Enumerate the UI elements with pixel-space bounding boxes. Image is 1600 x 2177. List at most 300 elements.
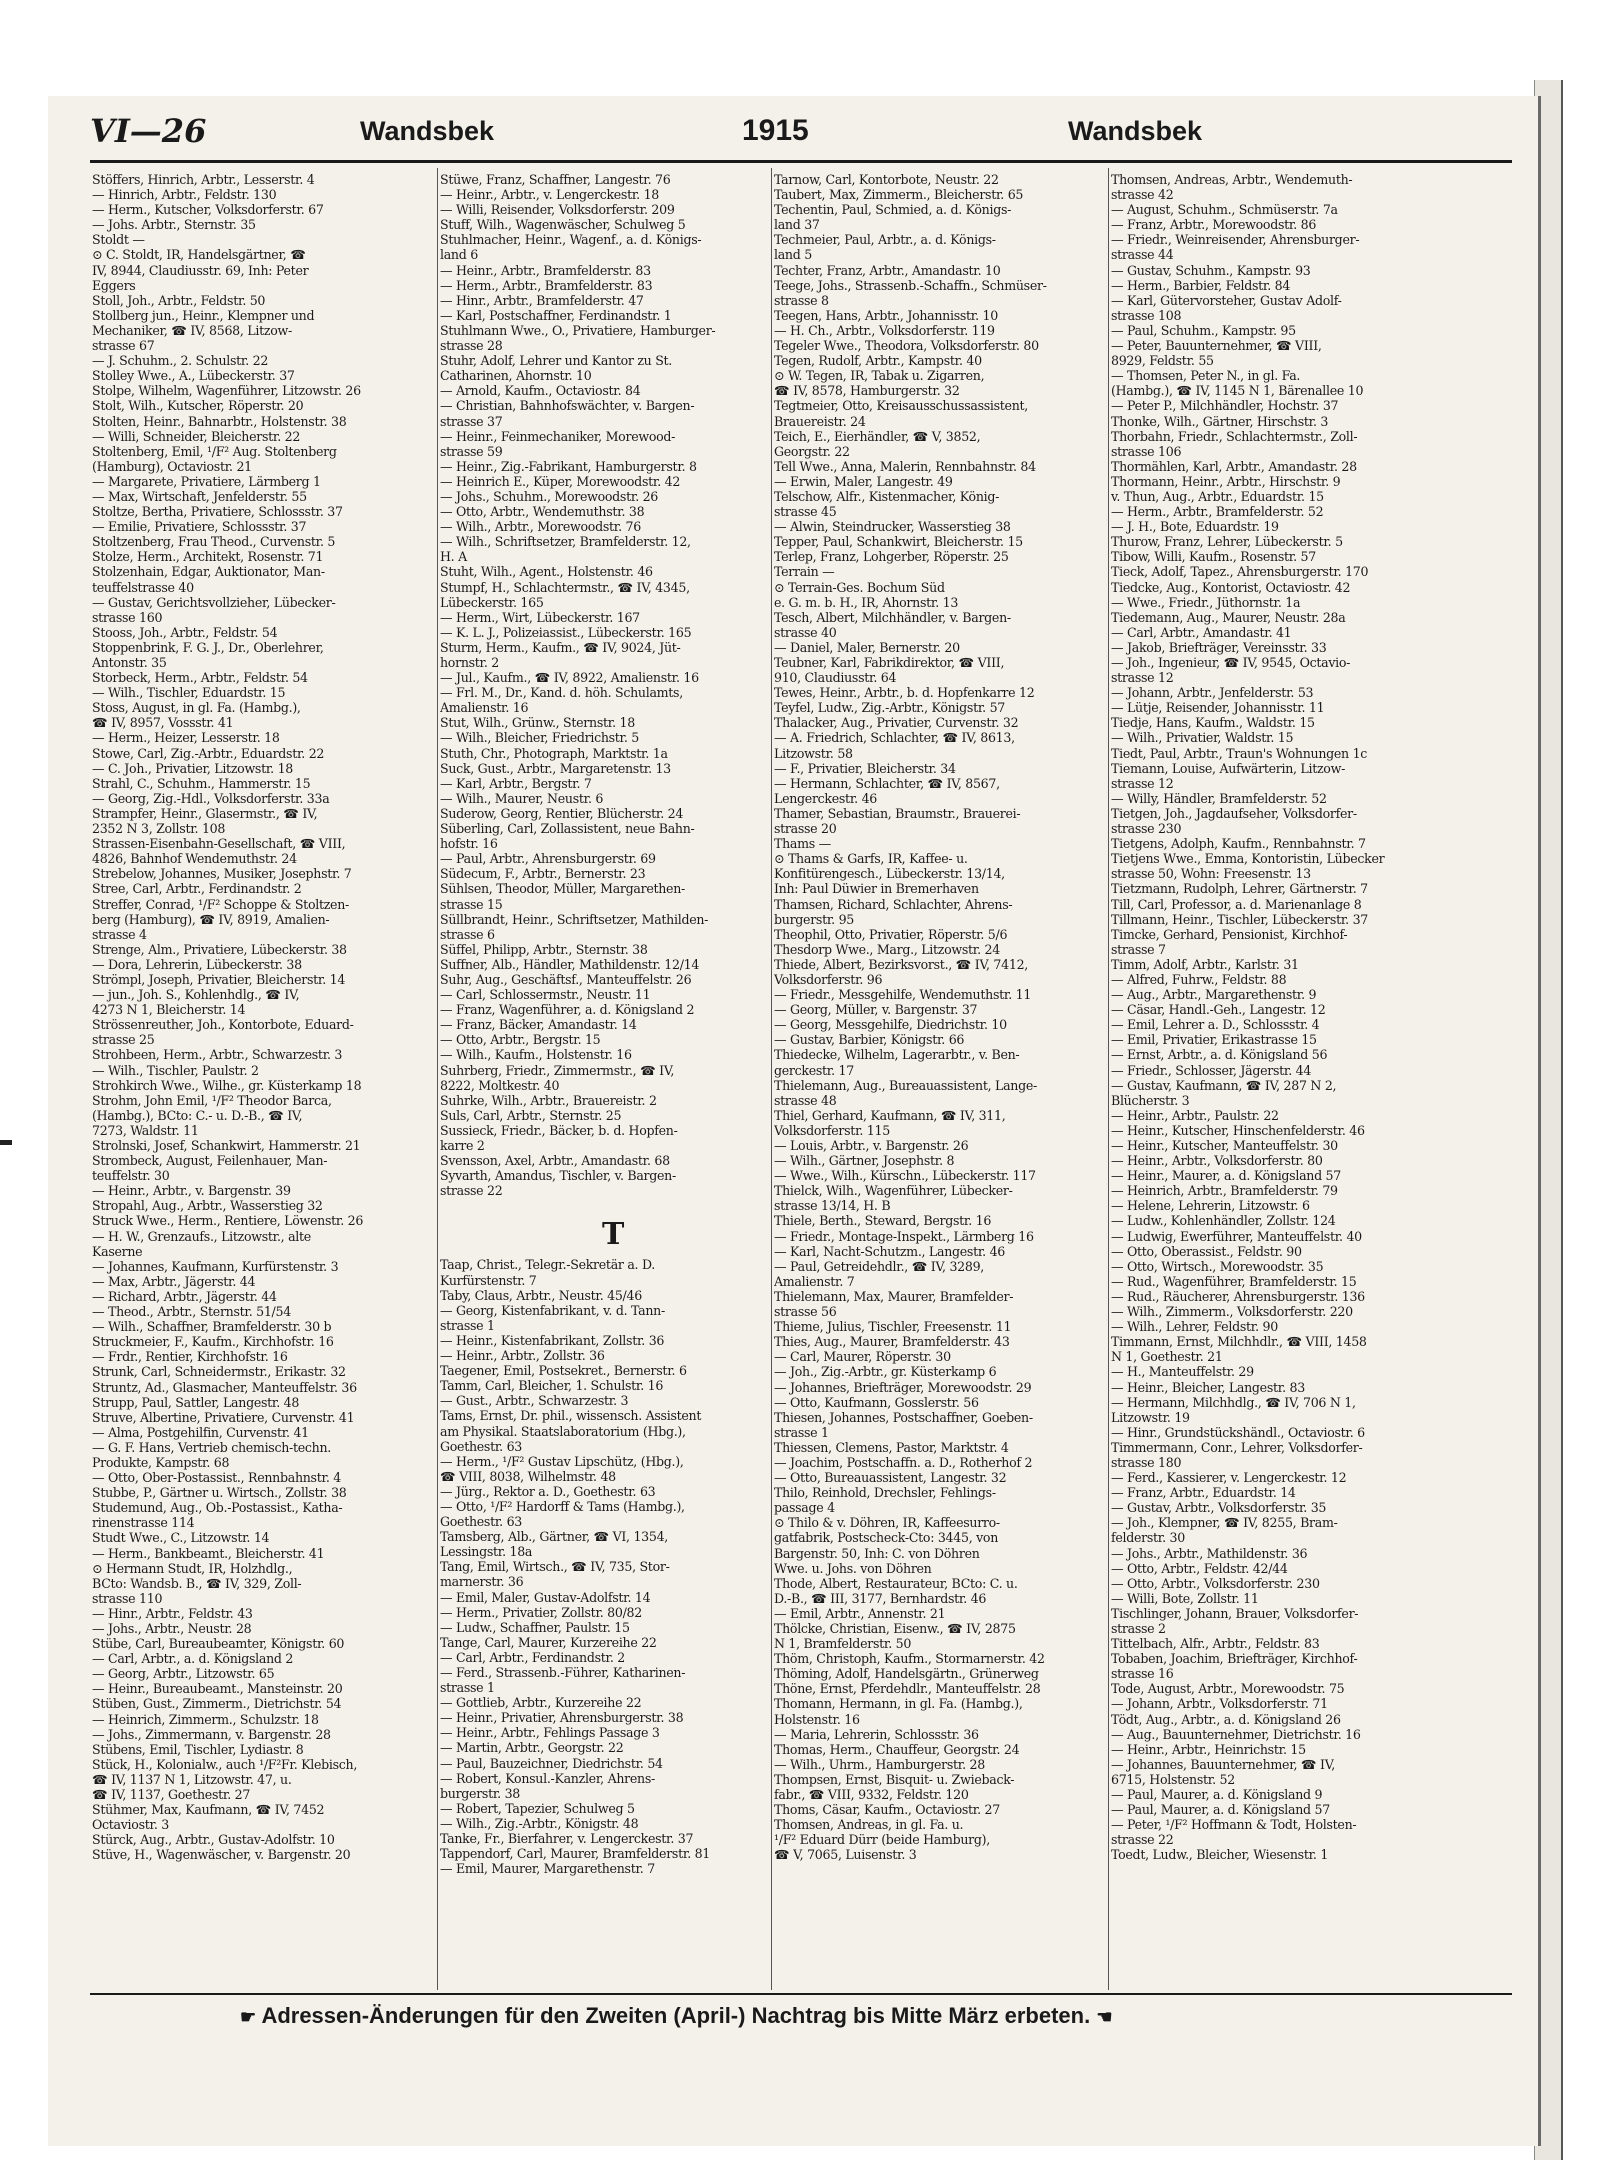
directory-entry-line: Tanke, Fr., Bierfahrer, v. Lengerckestr. 37 (440, 1831, 694, 1847)
directory-entry-line: — Alfred, Fuhrw., Feldstr. 88 (1111, 971, 1287, 987)
directory-entry-line: Strössenreuther, Joh., Kontorbote, Eduard- (92, 1017, 354, 1033)
directory-entry-line: Kurfürstenstr. 7 (440, 1272, 537, 1288)
directory-entry-line: — Franz, Wagenführer, a. d. Königsland 2 (440, 1002, 695, 1018)
footer-notice (240, 2003, 1380, 2033)
directory-entry-line: Thomas, Herm., Chauffeur, Georgstr. 24 (774, 1741, 1020, 1757)
directory-entry-line: land 6 (440, 247, 478, 263)
directory-entry-line: — Emil, Lehrer a. D., Schlossstr. 4 (1111, 1017, 1320, 1033)
header-title-left: Wandsbek (360, 116, 495, 146)
directory-entry-line: — Otto, Kaufmann, Gosslerstr. 56 (774, 1394, 979, 1410)
directory-entry-line: Tams, Ernst, Dr. phil., wissensch. Assistent (440, 1408, 702, 1424)
directory-entry-line: — Joh., Ingenieur, ☎ IV, 9545, Octavio- (1111, 655, 1351, 670)
directory-entry-line: — Herm., ¹/F² Gustav Lipschütz, (Hbg.), (440, 1453, 684, 1469)
directory-entry-line: — Ferd., Kassierer, v. Lengerckestr. 12 (1111, 1470, 1347, 1486)
directory-entry-line: Strohbeen, Herm., Arbtr., Schwarzestr. 3 (92, 1047, 343, 1063)
directory-entry-line: ☎ IV, 8578, Hamburgerstr. 32 (774, 383, 960, 399)
directory-entry-line: 4273 N 1, Bleicherstr. 14 (92, 1002, 246, 1018)
directory-entry-line: marnerstr. 36 (440, 1574, 524, 1590)
directory-entry-line: Thompsen, Ernst, Bisquit- u. Zwieback- (774, 1771, 1015, 1787)
directory-entry-line: Strohkirch Wwe., Wilhe., gr. Küsterkamp 18 (92, 1077, 362, 1093)
directory-entry-line: Syvarth, Amandus, Tischler, v. Bargen- (440, 1168, 676, 1184)
directory-entry-line: — Heinr., Bureaubeamt., Mansteinstr. 20 (92, 1681, 343, 1697)
directory-entry-line: Octaviostr. 3 (92, 1817, 169, 1833)
directory-entry-line: — Jürg., Rektor a. D., Goethestr. 63 (440, 1483, 656, 1499)
directory-entry-line: Stoldt — (92, 232, 145, 248)
directory-entry-line: IV, 8944, Claudiusstr. 69, Inh: Peter (92, 262, 309, 278)
directory-entry-line: — Alma, Postgehilfin, Curvenstr. 41 (92, 1424, 309, 1440)
directory-entry-line: Thode, Albert, Restaurateur, BCto: C. u. (774, 1575, 1018, 1591)
directory-entry-line: Tepper, Paul, Schankwirt, Bleicherstr. 15 (774, 534, 1023, 550)
directory-entry-line: strasse 2 (1111, 1621, 1166, 1636)
directory-entry-line: — Aug., Bauunternehmer, Dietrichstr. 16 (1111, 1726, 1361, 1742)
directory-entry-line: — H., Manteuffelstr. 29 (1111, 1364, 1254, 1380)
directory-entry-line: — Georg, Zig.-Hdl., Volksdorferstr. 33a (92, 790, 330, 806)
directory-entry-line: — Joachim, Postschaffn. a. D., Rotherhof 2 (774, 1454, 1033, 1470)
directory-entry-line: strasse 1 (774, 1424, 829, 1440)
directory-entry-line: Stuff, Wilh., Wagenwäscher, Schulweg 5 (440, 217, 686, 233)
directory-entry-line: Techentin, Paul, Schmied, a. d. Königs- (774, 202, 1012, 218)
directory-entry-line: Lübeckerstr. 165 (440, 594, 544, 610)
directory-entry-line: Suhrberg, Friedr., Zimmermstr., ☎ IV, (440, 1062, 675, 1078)
directory-entry-line: Suffner, Alb., Händler, Mathildenstr. 12/14 (440, 956, 700, 972)
directory-entry-line: — Heinr., Arbtr., Zollstr. 36 (440, 1348, 605, 1364)
directory-entry-line: Thomsen, Andreas, in gl. Fa. u. (774, 1817, 964, 1833)
directory-entry-line: — Peter, Bauunternehmer, ☎ VIII, (1111, 338, 1322, 354)
directory-entry-line: Tegeler Wwe., Theodora, Volksdorferstr. 80 (774, 338, 1039, 354)
directory-entry-line: — Herm., Privatier, Zollstr. 80/82 (440, 1604, 642, 1620)
directory-entry-line: Stoltzenberg, Frau Theod., Curvenstr. 5 (92, 534, 336, 550)
directory-entry-line: Till, Carl, Professor, a. d. Marienanlage 8 (1111, 896, 1362, 912)
directory-entry-line: — Rud., Räucherer, Ahrensburgerstr. 136 (1111, 1288, 1365, 1304)
directory-entry-line: Stüwe, Franz, Schaffner, Langestr. 76 (440, 172, 671, 187)
directory-entry-line: — Paul, Maurer, a. d. Königsland 57 (1111, 1802, 1330, 1818)
directory-entry-line: — Louis, Arbtr., v. Bargenstr. 26 (774, 1138, 969, 1153)
directory-entry-line: berg (Hamburg), ☎ IV, 8919, Amalien- (92, 911, 330, 927)
pointing-hand-left-icon: ☚ (1096, 2006, 1113, 2027)
directory-entry-line: — Ludwig, Ewerführer, Manteuffelstr. 40 (1111, 1228, 1362, 1244)
directory-entry-line: — Friedr., Montage-Inspekt., Lärmberg 16 (774, 1228, 1034, 1244)
directory-entry-line: Stübe, Carl, Bureaubeamter, Königstr. 60 (92, 1636, 345, 1652)
directory-entry-line: Tappendorf, Carl, Maurer, Bramfelderstr. 81 (440, 1846, 711, 1862)
directory-entry-line: — Hermann, Milchhdlg., ☎ IV, 706 N 1, (1111, 1394, 1356, 1410)
directory-entry-line: strasse 106 (1111, 443, 1182, 459)
directory-entry-line: Stuht, Wilh., Agent., Holstenstr. 46 (440, 564, 653, 580)
directory-column-1 (92, 172, 438, 1990)
directory-entry-line: Stolzenhain, Edgar, Auktionator, Man- (92, 564, 325, 580)
directory-entry-line: ⊙ Thams & Garfs, IR, Kaffee- u. (774, 851, 968, 867)
directory-entry-line: — Hinr., Arbtr., Feldstr. 43 (92, 1605, 253, 1621)
directory-entry-line: gatfabrik, Postscheck-Cto: 3445, von (774, 1530, 999, 1546)
directory-entry-line: strasse 6 (440, 926, 495, 942)
directory-entry-line: Stooss, Joh., Arbtr., Feldstr. 54 (92, 624, 278, 640)
directory-entry-line: Thonke, Wilh., Gärtner, Hirschstr. 3 (1111, 413, 1329, 429)
directory-entry-line: — Daniel, Maler, Bernerstr. 20 (774, 639, 960, 655)
directory-entry-line: Taap, Christ., Telegr.-Sekretär a. D. (440, 1257, 655, 1273)
directory-entry-line: — Gottlieb, Arbtr., Kurzereihe 22 (440, 1695, 642, 1711)
directory-entry-line: Stühmer, Max, Kaufmann, ☎ IV, 7452 (92, 1802, 325, 1818)
directory-entry-line: Struckmeier, F., Kaufm., Kirchhofstr. 16 (92, 1334, 334, 1350)
directory-entry-line: (Hamburg), Octaviostr. 21 (92, 458, 252, 474)
directory-entry-line: — Theod., Arbtr., Sternstr. 51/54 (92, 1304, 291, 1320)
directory-entry-line: strasse 56 (774, 1304, 837, 1320)
directory-entry-line: Stoppenbrink, F. G. J., Dr., Oberlehrer, (92, 639, 324, 655)
directory-entry-line: — Paul, Schuhm., Kampstr. 95 (1111, 322, 1296, 338)
directory-entry-line: — Johann, Arbtr., Volksdorferstr. 71 (1111, 1696, 1328, 1712)
directory-entry-line: Strömpl, Joseph, Privatier, Bleicherstr. 14 (92, 971, 346, 987)
directory-entry-line: — Wilh., Tischler, Paulstr. 2 (92, 1062, 259, 1078)
directory-entry-line: — Emil, Maurer, Margarethenstr. 7 (440, 1861, 655, 1877)
directory-entry-line: strasse 7 (1111, 941, 1166, 957)
directory-entry-line: Tischlinger, Johann, Brauer, Volksdorfer- (1111, 1605, 1359, 1621)
directory-entry-line: Teyfel, Ludw., Zig.-Arbtr., Königstr. 57 (774, 700, 1005, 716)
directory-entry-line: — Maria, Lehrerin, Schlossstr. 36 (774, 1726, 979, 1742)
directory-entry-line: fabr., ☎ VIII, 9332, Feldstr. 120 (774, 1787, 969, 1803)
directory-entry-line: 4826, Bahnhof Wendemuthstr. 24 (92, 851, 297, 867)
directory-entry-line: — Franz, Arbtr., Eduardstr. 14 (1111, 1485, 1296, 1501)
directory-entry-line: strasse 15 (440, 896, 503, 912)
directory-entry-line: strasse 28 (440, 338, 503, 354)
directory-entry-line: Strupp, Paul, Sattler, Langestr. 48 (92, 1394, 300, 1410)
margin-mark (0, 1140, 12, 1145)
directory-entry-line: Struve, Albertine, Privatiere, Curvenstr. 41 (92, 1409, 355, 1425)
directory-entry-line: — Johs., Schuhm., Morewoodstr. 26 (440, 488, 659, 504)
directory-entry-line: Eggers (92, 277, 136, 293)
directory-entry-line: — Joh., Zig.-Arbtr., gr. Küsterkamp 6 (774, 1364, 997, 1380)
directory-entry-line: 2352 N 3, Zollstr. 108 (92, 821, 226, 837)
directory-entry-line: Tange, Carl, Maurer, Kurzereihe 22 (440, 1634, 657, 1650)
directory-entry-line: Holstenstr. 16 (774, 1711, 860, 1727)
directory-entry-line: — Emil, Arbtr., Annenstr. 21 (774, 1605, 946, 1621)
directory-entry-line: Thiedecke, Wilhelm, Lagerarbtr., v. Ben- (774, 1047, 1020, 1063)
directory-entry-line: — A. Friedrich, Schlachter, ☎ IV, 8613, (774, 730, 1015, 746)
directory-entry-line: — Hinr., Arbtr., Bramfelderstr. 47 (440, 292, 644, 308)
directory-entry-line: Stowe, Carl, Zig.-Arbtr., Eduardstr. 22 (92, 745, 325, 761)
directory-entry-line: ☎ IV, 1137, Goethestr. 27 (92, 1787, 251, 1803)
directory-entry-line: — Heinr., Kutscher, Hinschenfelderstr. 46 (1111, 1122, 1365, 1138)
directory-entry-line: — Johs., Zimmermann, v. Bargenstr. 28 (92, 1726, 331, 1742)
directory-entry-line: — Otto, Arbtr., Feldstr. 42/44 (1111, 1560, 1288, 1576)
directory-entry-line: — Robert, Tapezier, Schulweg 5 (440, 1800, 635, 1816)
directory-entry-line: Süffel, Philipp, Arbtr., Sternstr. 38 (440, 941, 648, 957)
directory-entry-line: Blücherstr. 3 (1111, 1092, 1190, 1108)
directory-entry-line: Thams — (774, 836, 831, 852)
directory-entry-line: Techmeier, Paul, Arbtr., a. d. Königs- (774, 232, 996, 248)
header-year: 1915 (742, 114, 809, 147)
directory-entry-line: Mechaniker, ☎ IV, 8568, Litzow- (92, 322, 292, 338)
directory-entry-line: Toedt, Ludw., Bleicher, Wiesenstr. 1 (1111, 1847, 1329, 1863)
directory-entry-line: — Gustav, Kaufmann, ☎ IV, 287 N 2, (1111, 1077, 1337, 1093)
directory-entry-line: Tittelbach, Alfr., Arbtr., Feldstr. 83 (1111, 1636, 1320, 1652)
directory-entry-line: Südecum, F., Arbtr., Bernerstr. 23 (440, 866, 646, 882)
directory-entry-line: — Max, Arbtr., Jägerstr. 44 (92, 1273, 256, 1289)
directory-entry-line: — Herm., Heizer, Lesserstr. 18 (92, 730, 280, 746)
directory-entry-line: Suls, Carl, Arbtr., Sternstr. 25 (440, 1107, 622, 1123)
directory-entry-line: — Otto, Ober-Postassist., Rennbahnstr. 4 (92, 1470, 341, 1486)
directory-entry-line: — Frdr., Rentier, Kirchhofstr. 16 (92, 1349, 288, 1365)
directory-entry-line: — Otto, Bureauassistent, Langestr. 32 (774, 1470, 1007, 1486)
directory-entry-line: Tarnow, Carl, Kontorbote, Neustr. 22 (774, 172, 999, 187)
directory-entry-line: — Aug., Arbtr., Margarethenstr. 9 (1111, 987, 1317, 1003)
directory-entry-line: — Heinr., Kutscher, Manteuffelstr. 30 (1111, 1138, 1338, 1153)
directory-entry-line: Tillmann, Heinr., Tischler, Lübeckerstr. 37 (1111, 911, 1368, 927)
directory-entry-line: — Wilh., Lehrer, Feldstr. 90 (1111, 1319, 1278, 1335)
directory-entry-line: Studemund, Aug., Ob.-Postassist., Katha- (92, 1500, 343, 1516)
directory-entry-line: — Johs., Arbtr., Mathildenstr. 36 (1111, 1545, 1308, 1561)
directory-entry-line: — Heinrich, Arbtr., Bramfelderstr. 79 (1111, 1183, 1338, 1199)
directory-entry-line: Tamsberg, Alb., Gärtner, ☎ VI, 1354, (440, 1529, 669, 1545)
directory-entry-line: — Hinr., Grundstückshändl., Octaviostr. 6 (1111, 1424, 1365, 1440)
directory-entry-line: strasse 22 (440, 1183, 503, 1199)
directory-entry-line: Volksdorferstr. 115 (774, 1122, 890, 1138)
directory-entry-line: Wwe. u. Johs. von Döhren (774, 1560, 932, 1576)
directory-entry-line: — Wilh., Kaufm., Holstenstr. 16 (440, 1047, 632, 1063)
page-number: VI—26 (90, 112, 207, 150)
directory-entry-line: land 5 (774, 247, 812, 263)
directory-entry-line: Suhrke, Wilh., Arbtr., Brauereistr. 2 (440, 1092, 657, 1108)
directory-entry-line: Antonstr. 35 (92, 655, 167, 670)
directory-entry-line: — J. H., Bote, Eduardstr. 19 (1111, 519, 1279, 535)
directory-entry-line: Stüve, H., Wagenwäscher, v. Bargenstr. 20 (92, 1847, 351, 1863)
directory-entry-line: — Hermann, Schlachter, ☎ IV, 8567, (774, 775, 1000, 791)
directory-entry-line: ☎ IV, 8957, Vossstr. 41 (92, 715, 234, 731)
directory-entry-line: Stollberg jun., Heinr., Klempner und (92, 307, 315, 323)
directory-entry-line: Stolley Wwe., A., Lübeckerstr. 37 (92, 368, 295, 384)
directory-entry-line: — Wilh., Arbtr., Morewoodstr. 76 (440, 519, 641, 535)
directory-entry-line: — K. L. J., Polizeiassist., Lübeckerstr. 165 (440, 624, 692, 640)
directory-entry-line: Tegen, Rudolf, Arbtr., Kampstr. 40 (774, 353, 982, 369)
directory-entry-line: — Dora, Lehrerin, Lübeckerstr. 38 (92, 956, 302, 972)
directory-entry-line: Thomann, Hermann, in gl. Fa. (Hambg.), (774, 1696, 1023, 1712)
directory-entry-line: Suhr, Aug., Geschäftsf., Manteuffelstr. 26 (440, 971, 692, 987)
directory-entry-line: strasse 108 (1111, 307, 1182, 323)
directory-entry-line: Tödt, Aug., Arbtr., a. d. Königsland 26 (1111, 1711, 1341, 1727)
directory-entry-line: strasse 110 (92, 1590, 163, 1606)
directory-entry-line: Strenge, Alm., Privatiere, Lübeckerstr. 38 (92, 941, 347, 957)
directory-entry-line: Timmermann, Conr., Lehrer, Volksdorfer- (1111, 1439, 1363, 1455)
directory-entry-line: — Herm., Kutscher, Volksdorferstr. 67 (92, 202, 324, 218)
directory-entry-line: — Johannes, Bauunternehmer, ☎ IV, (1111, 1756, 1335, 1772)
directory-entry-line: Amalienstr. 16 (440, 700, 529, 716)
directory-entry-line: Taubert, Max, Zimmerm., Bleicherstr. 65 (774, 187, 1024, 203)
directory-entry-line: — Herm., Barbier, Feldstr. 84 (1111, 277, 1291, 293)
directory-entry-line: — Ernst, Arbtr., a. d. Königsland 56 (1111, 1047, 1328, 1063)
directory-entry-line: — Carl, Schlossermstr., Neustr. 11 (440, 987, 651, 1003)
directory-entry-line: — Otto, Wirtsch., Morewoodstr. 35 (1111, 1258, 1324, 1274)
directory-entry-line: H. A (440, 549, 467, 565)
directory-entry-line: — Wilh., Uhrm., Hamburgerstr. 28 (774, 1756, 985, 1772)
directory-entry-line: — Heinr., Arbtr., Bramfelderstr. 83 (440, 262, 651, 278)
header-rule (90, 160, 1512, 163)
directory-entry-line: — Thomsen, Peter N., in gl. Fa. (1111, 368, 1301, 384)
directory-entry-line: Lessingstr. 18a (440, 1544, 533, 1560)
directory-entry-line: Timcke, Gerhard, Pensionist, Kirchhof- (1111, 926, 1348, 942)
directory-entry-line: — Johannes, Kaufmann, Kurfürstenstr. 3 (92, 1258, 339, 1274)
directory-entry-line: gerckestr. 17 (774, 1062, 854, 1078)
directory-column-4 (1111, 172, 1457, 1990)
directory-entry-line: Terrain — (774, 564, 835, 580)
directory-entry-line: (Hambg.), BCto: C.- u. D.-B., ☎ IV, (92, 1107, 303, 1123)
directory-entry-line: Sühlsen, Theodor, Müller, Margarethen- (440, 881, 685, 897)
directory-entry-line: strasse 160 (92, 609, 163, 625)
directory-entry-line: — Wilh., Bleicher, Friedrichstr. 5 (440, 730, 640, 746)
directory-entry-line: Stolze, Herm., Architekt, Rosenstr. 71 (92, 549, 324, 565)
directory-entry-line: — Heinr., Bleicher, Langestr. 83 (1111, 1379, 1305, 1395)
directory-entry-line: strasse 180 (1111, 1454, 1182, 1470)
directory-entry-line: Tang, Emil, Wirtsch., ☎ IV, 735, Stor- (440, 1559, 670, 1575)
directory-entry-line: Terlep, Franz, Lohgerber, Röperstr. 25 (774, 549, 1009, 565)
directory-entry-line: hofstr. 16 (440, 836, 498, 852)
directory-entry-line: Inh: Paul Düwier in Bremerhaven (774, 881, 979, 897)
directory-entry-line: N 1, Bramfelderstr. 50 (774, 1636, 912, 1652)
directory-entry-line: 6715, Holstenstr. 52 (1111, 1771, 1235, 1787)
directory-entry-line: — Heinr., Arbtr., v. Bargenstr. 39 (92, 1183, 291, 1199)
directory-entry-line: Tiedje, Hans, Kaufm., Waldstr. 15 (1111, 715, 1315, 731)
directory-entry-line: Stuhlmann Wwe., O., Privatiere, Hamburger- (440, 322, 716, 338)
directory-entry-line: Teege, Johs., Strassenb.-Schaffn., Schmüser- (774, 277, 1047, 293)
directory-entry-line: rinenstrasse 114 (92, 1515, 195, 1531)
directory-entry-line: Stut, Wilh., Grünw., Sternstr. 18 (440, 715, 635, 731)
directory-entry-line: — Friedr., Schlosser, Jägerstr. 44 (1111, 1062, 1312, 1078)
directory-entry-line: — Cäsar, Handl.-Geh., Langestr. 12 (1111, 1002, 1326, 1018)
directory-entry-line: strasse 59 (440, 443, 503, 459)
directory-entry-line: Litzowstr. 58 (774, 745, 853, 761)
directory-entry-line: Goethestr. 63 (440, 1438, 523, 1454)
directory-entry-line: — Wilh., Schaffner, Bramfelderstr. 30 b (92, 1319, 332, 1335)
directory-entry-line: strasse 4 (92, 926, 147, 942)
directory-entry-line: — Wilh., Maurer, Neustr. 6 (440, 790, 604, 806)
directory-entry-line: Tesch, Albert, Milchhändler, v. Bargen- (774, 609, 1011, 625)
directory-entry-line: Produkte, Kampstr. 68 (92, 1454, 230, 1470)
directory-entry-line: — Wwe., Wilh., Kürschn., Lübeckerstr. 117 (774, 1168, 1036, 1184)
directory-entry-line: N 1, Goethestr. 21 (1111, 1349, 1223, 1365)
directory-entry-line: — Christian, Bahnhofswächter, v. Bargen- (440, 398, 695, 414)
directory-entry-line: strasse 25 (92, 1032, 155, 1048)
directory-entry-line: Tibow, Willi, Kaufm., Rosenstr. 57 (1111, 549, 1316, 565)
directory-entry-line: Thiele, Berth., Steward, Bergstr. 16 (774, 1213, 992, 1229)
directory-entry-line: Tietjens Wwe., Emma, Kontoristin, Lübecker (1111, 851, 1385, 867)
directory-entry-line: ☎ IV, 1137 N 1, Litzowstr. 47, u. (92, 1771, 292, 1787)
directory-entry-line: — Alwin, Steindrucker, Wasserstieg 38 (774, 519, 1011, 535)
directory-entry-line: Techter, Franz, Arbtr., Amandastr. 10 (774, 262, 1001, 278)
directory-entry-line: Thurow, Franz, Lehrer, Lübeckerstr. 5 (1111, 534, 1343, 550)
directory-entry-line: Teegen, Hans, Arbtr., Johannisstr. 10 (774, 307, 998, 323)
directory-entry-line: Storbeck, Herm., Arbtr., Feldstr. 54 (92, 670, 308, 686)
directory-entry-line: Timm, Adolf, Arbtr., Karlstr. 31 (1111, 956, 1299, 972)
directory-entry-line: Taby, Claus, Arbtr., Neustr. 45/46 (440, 1287, 642, 1303)
directory-entry-line: strasse 44 (1111, 247, 1174, 263)
directory-entry-line: Stuhr, Adolf, Lehrer und Kantor zu St. (440, 353, 672, 369)
directory-entry-line: — Heinr., Arbtr., Fehlings Passage 3 (440, 1725, 660, 1741)
directory-entry-line: — Otto, Oberassist., Feldstr. 90 (1111, 1243, 1302, 1259)
directory-entry-line: — Carl, Arbtr., Amandastr. 41 (1111, 624, 1292, 640)
directory-entry-line: Thamsen, Richard, Schlachter, Ahrens- (774, 896, 1013, 912)
directory-entry-line: — Richard, Arbtr., Jägerstr. 44 (92, 1288, 277, 1304)
directory-entry-line: — Johann, Arbtr., Jenfelderstr. 53 (1111, 685, 1314, 701)
directory-entry-line: ¹/F² Eduard Dürr (beide Hamburg), (774, 1832, 990, 1848)
directory-entry-line: — Wilh., Schriftsetzer, Bramfelderstr. 12, (440, 534, 691, 550)
directory-entry-line: — Karl, Nacht-Schutzm., Langestr. 46 (774, 1243, 1006, 1259)
directory-entry-line: Lengerckestr. 46 (774, 790, 877, 806)
directory-entry-line: Tiemann, Louise, Aufwärterin, Litzow- (1111, 760, 1346, 776)
directory-entry-line: — Otto, Arbtr., Bergstr. 15 (440, 1032, 601, 1048)
directory-entry-line: Svensson, Axel, Arbtr., Amandastr. 68 (440, 1153, 670, 1169)
directory-entry-line: — Georg, Kistenfabrikant, v. d. Tann- (440, 1302, 665, 1318)
directory-entry-line: Thielck, Wilh., Wagenführer, Lübecker- (774, 1183, 1013, 1199)
directory-entry-line: — Otto, Arbtr., Volksdorferstr. 230 (1111, 1575, 1320, 1591)
directory-entry-line: ⊙ W. Tegen, IR, Tabak u. Zigarren, (774, 368, 985, 384)
directory-entry-line: Strolnski, Josef, Schankwirt, Hammerstr. 21 (92, 1138, 361, 1153)
directory-entry-line: v. Thun, Aug., Arbtr., Eduardstr. 15 (1111, 488, 1324, 504)
directory-entry-line: Süberling, Carl, Zollassistent, neue Bahn- (440, 821, 695, 837)
directory-entry-line: strasse 67 (92, 338, 155, 354)
directory-entry-line: — Hinrich, Arbtr., Feldstr. 130 (92, 187, 277, 203)
directory-entry-line: — Paul, Arbtr., Ahrensburgerstr. 69 (440, 851, 656, 867)
directory-entry-line: Tewes, Heinr., Arbtr., b. d. Hopfenkarre 12 (774, 685, 1035, 701)
directory-entry-line: Struck Wwe., Herm., Rentiere, Löwenstr. 26 (92, 1213, 364, 1229)
directory-entry-line: Thielemann, Max, Maurer, Bramfelder- (774, 1288, 1014, 1304)
directory-entry-line: — Max, Wirtschaft, Jenfelderstr. 55 (92, 488, 307, 504)
directory-entry-line: Thamer, Sebastian, Braumstr., Brauerei- (774, 805, 1021, 821)
directory-entry-line: — Ludw., Schaffner, Paulstr. 15 (440, 1619, 630, 1635)
directory-entry-line: Telschow, Alfr., Kistenmacher, König- (774, 488, 1000, 504)
directory-entry-line: Streffer, Conrad, ¹/F² Schoppe & Stoltzen- (92, 896, 349, 912)
directory-entry-line: ⊙ Terrain-Ges. Bochum Süd (774, 579, 945, 595)
directory-entry-line: — Johannes, Briefträger, Morewoodstr. 29 (774, 1379, 1032, 1395)
directory-entry-line: — Martin, Arbtr., Georgstr. 22 (440, 1740, 624, 1756)
directory-entry-line: Thoms, Cäsar, Kaufm., Octaviostr. 27 (774, 1802, 1000, 1818)
directory-entry-line: Stropahl, Aug., Arbtr., Wasserstieg 32 (92, 1198, 323, 1214)
directory-entry-line: — Willi, Reisender, Volksdorferstr. 209 (440, 202, 675, 218)
directory-entry-line: Sussieck, Friedr., Bäcker, b. d. Hopfen- (440, 1122, 678, 1138)
directory-entry-line: Stuth, Chr., Photograph, Marktstr. 1a (440, 745, 668, 761)
directory-column-3 (774, 172, 1120, 1990)
directory-entry-line: — Wilh., Zig.-Arbtr., Königstr. 48 (440, 1815, 639, 1831)
directory-entry-line: — Gust., Arbtr., Schwarzestr. 3 (440, 1393, 629, 1409)
directory-entry-line: Sturm, Herm., Kaufm., ☎ IV, 9024, Jüt- (440, 639, 681, 655)
directory-entry-line: Stree, Carl, Arbtr., Ferdinandstr. 2 (92, 881, 302, 897)
directory-entry-line: strasse 45 (774, 504, 837, 520)
directory-entry-line: Tiedemann, Aug., Maurer, Neustr. 28a (1111, 609, 1346, 625)
footer-text: Adressen-Änderungen für den Zweiten (April-) Nachtrag bis Mitte März erbeten. (261, 2003, 1091, 2028)
directory-entry-line: — Wilh., Privatier, Waldstr. 15 (1111, 730, 1294, 746)
directory-entry-line (440, 1198, 786, 1213)
directory-entry-line: Kaserne (92, 1243, 143, 1259)
directory-entry-line: Strohm, John Emil, ¹/F² Theodor Barca, (92, 1092, 332, 1108)
directory-entry-line: — Franz, Arbtr., Morewoodstr. 86 (1111, 217, 1317, 233)
directory-entry-line: — Heinr., Kistenfabrikant, Zollstr. 36 (440, 1332, 665, 1348)
directory-entry-line: — August, Schuhm., Schmüserstr. 7a (1111, 202, 1338, 218)
directory-entry-line: Studt Wwe., C., Litzowstr. 14 (92, 1530, 270, 1546)
directory-entry-line: strasse 12 (1111, 670, 1174, 686)
directory-entry-line: Volksdorferstr. 96 (774, 971, 883, 987)
directory-entry-line: (Hambg.), ☎ IV, 1145 N 1, Bärenallee 10 (1111, 383, 1364, 399)
directory-entry-line: 8222, Moltkestr. 40 (440, 1077, 560, 1093)
directory-entry-line: — Heinr., Arbtr., v. Lengerckestr. 18 (440, 187, 660, 203)
directory-entry-line: Goethestr. 63 (440, 1514, 523, 1530)
directory-entry-line: — Willy, Händler, Bramfelderstr. 52 (1111, 790, 1327, 806)
directory-entry-line: — Heinr., Maurer, a. d. Königsland 57 (1111, 1168, 1341, 1184)
footer-rule (90, 1993, 1512, 1995)
directory-entry-line: Tell Wwe., Anna, Malerin, Rennbahnstr. 84 (774, 458, 1036, 474)
directory-entry-line: — Jakob, Briefträger, Vereinsstr. 33 (1111, 639, 1327, 655)
directory-entry-line: — Heinr., Feinmechaniker, Morewood- (440, 428, 676, 444)
directory-entry-line: strasse 8 (774, 292, 829, 308)
directory-entry-line: — Gustav, Schuhm., Kampstr. 93 (1111, 262, 1311, 278)
directory-entry-line: Stück, H., Kolonialw., auch ¹/F²Fr. Klebisch, (92, 1756, 358, 1772)
directory-entry-line: Stübens, Emil, Tischler, Lydiastr. 8 (92, 1741, 304, 1757)
directory-entry-line: strasse 50, Wohn: Freesenstr. 13 (1111, 866, 1311, 882)
directory-entry-line: — Emil, Maler, Gustav-Adolfstr. 14 (440, 1589, 651, 1605)
